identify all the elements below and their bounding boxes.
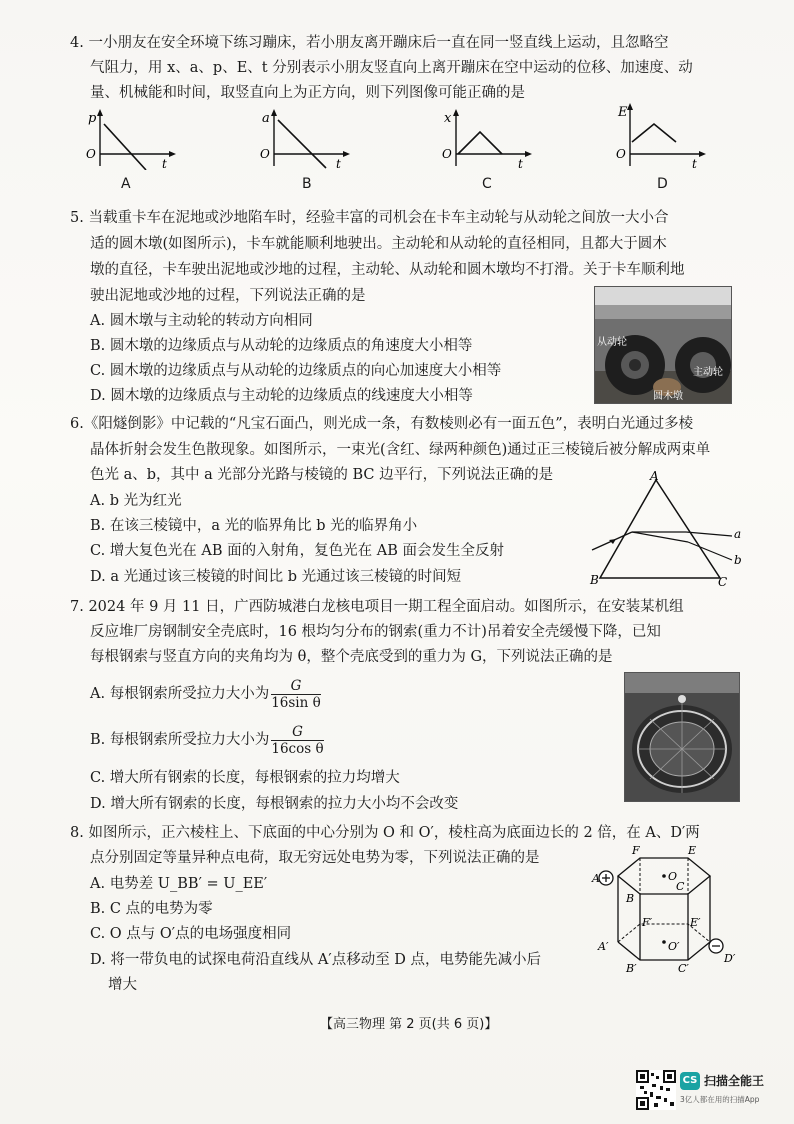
q6-line-1: 6.《阳燧倒影》中记载的“凡宝石面凸，则光成一条，有数棱则必有一面五色”，表明白光通过多棱 [70,416,694,432]
q7-option-a [90,676,323,712]
q5-line-3: 墩的直径，卡车驶出泥地或沙地的过程，主动轮、从动轮和圆木墩均不打滑。关于卡车顺利地 [90,262,685,278]
graph-a-option: A [121,176,131,192]
graph-a-xlabel: t [162,157,167,170]
q4-line-3: 量、机械能和时间，取竖直向上为正方向，则下列图像可能正确的是 [90,85,525,101]
prism-label-O: O [668,870,678,883]
q5-option-a: A. 圆木墩与主动轮的转动方向相同 [90,313,313,329]
graph-b-ylabel: a [262,111,270,126]
prism-diagram [588,470,748,588]
prism-label-Cp: C′ [678,962,689,975]
q6-option-b: B. 在该三棱镜中，a 光的临界角比 b 光的临界角小 [90,518,418,534]
label-driven-wheel: 从动轮 [597,337,627,348]
label-log: 圆木墩 [653,391,683,402]
q8-option-c: C. O 点与 O′点的电场强度相同 [90,926,292,942]
q7-line-2: 反应堆厂房钢制安全壳底时，16 根均匀分布的钢索(重力不计)吊着安全壳缓慢下降，已知 [90,624,661,640]
graph-c-xlabel: t [518,157,523,170]
q8-option-b: B. C 点的电势为零 [90,901,213,917]
graph-b-xlabel: t [336,157,341,170]
prism-label-A: A [592,872,600,885]
q5-line-4: 驶出泥地或沙地的过程，下列说法正确的是 [90,288,366,304]
graph-a-ylabel: p [88,111,97,126]
hexagonal-prism-diagram [590,842,740,982]
q6-option-d: D. a 光通过该三棱镜的时间比 b 光通过该三棱镜的时间短 [90,569,462,585]
q5-option-b: B. 圆木墩的边缘质点与从动轮的边缘质点的角速度大小相等 [90,338,473,354]
prism-ray-b: b [734,553,742,567]
graph-c-ylabel: x [444,111,452,126]
prism-label-C: C [676,880,685,893]
prism-label-Op: O′ [668,940,680,953]
q7-option-a-den: 16sin θ [271,694,321,711]
q8-option-d: D. 将一带负电的试探电荷沿直线从 A′点移动至 D 点，电势能先减小后 [90,952,542,968]
prism-vertex-B: B [590,573,599,587]
q7-option-d: D. 增大所有钢索的长度，每根钢索的拉力大小均不会改变 [90,796,459,812]
q6-option-a: A. b 光为红光 [90,493,182,509]
reactor-photo [624,672,740,802]
q7-option-a-num: G [271,678,321,695]
q7-option-a-fraction [271,678,321,711]
camscanner-tagline: 3亿人都在用的扫描App [680,1095,760,1104]
prism-label-Ap: A′ [598,940,609,953]
graph-c-option: C [482,176,492,192]
q5-option-d: D. 圆木墩的边缘质点与主动轮的边缘质点的线速度大小相等 [90,388,473,404]
qr-code-icon [636,1070,676,1110]
q4-line-2: 气阻力，用 x、a、p、E、t 分别表示小朋友竖直向上离开蹦床在空中运动的位移、加速度、动 [90,60,693,76]
q7-option-c: C. 增大所有钢索的长度，每根钢索的拉力均增大 [90,770,400,786]
graph-c-x-t [438,108,538,170]
prism-vertex-C: C [718,575,728,588]
q8-option-a: A. 电势差 U_BB′ = U_EE′ [90,876,268,892]
q6-option-c: C. 增大复色光在 AB 面的入射角，复色光在 AB 面会发生全反射 [90,543,504,559]
q5-line-1: 5. 当载重卡车在泥地或沙地陷车时，经验丰富的司机会在卡车主动轮与从动轮之间放一大小合 [70,210,669,226]
q7-option-b-num: G [271,724,323,741]
prism-label-Ep: E′ [690,916,701,929]
graph-b-origin: O [260,147,270,161]
q7-option-b-den: 16cos θ [271,740,324,757]
graph-d-ylabel: E [618,105,628,120]
prism-label-Fp: F′ [642,916,653,929]
q5-option-c: C. 圆木墩的边缘质点与从动轮的边缘质点的向心加速度大小相等 [90,363,502,379]
q7-option-b [90,722,326,758]
graph-d-E-t [612,102,712,170]
camscanner-logo-icon: CS [680,1072,700,1090]
graph-d-origin: O [616,147,626,161]
q8-line-1: 8. 如图所示，正六棱柱上、下底面的中心分别为 O 和 O′，棱柱高为底面边长的 2 倍，在 A、D′两 [70,825,700,841]
camscanner-name: 扫描全能王 [704,1074,765,1088]
truck-photo [594,286,732,404]
scanner-watermark [636,1070,786,1112]
q7-option-a-text: A. 每根钢索所受拉力大小为 [90,686,270,702]
q6-line-2: 晶体折射会发生色散现象。如图所示，一束光(含红、绿两种颜色)通过正三棱镜后被分解成两束单 [90,442,711,458]
q7-option-b-text: B. 每根钢索所受拉力大小为 [90,732,270,748]
q5-line-2: 适的圆木墩(如图所示)，卡车就能顺利地驶出。主动轮和从动轮的直径相同，且都大于圆木 [90,236,667,252]
graph-b-option: B [302,176,312,192]
prism-vertex-A: A [650,470,659,483]
graph-a-p-t [82,108,182,170]
q4-line-1: 4. 一小朋友在安全环境下练习蹦床，若小朋友离开蹦床后一直在同一竖直线上运动，且忽略空 [70,35,669,51]
q8-option-d-cont: 增大 [108,977,137,993]
q8-line-2: 点分别固定等量异种点电荷，取无穷远处电势为零，下列说法正确的是 [90,850,540,866]
label-driving-wheel: 主动轮 [693,367,723,378]
graph-c-origin: O [442,147,452,161]
q7-line-3: 每根钢索与竖直方向的夹角均为 θ，整个壳底受到的重力为 G，下列说法正确的是 [90,649,613,665]
prism-label-B: B [626,892,635,905]
graph-a-origin: O [86,147,96,161]
q7-option-b-fraction [271,724,323,757]
prism-label-F: F [632,844,640,857]
prism-label-E: E [688,844,697,857]
prism-label-Dp: D′ [724,952,736,965]
q7-line-1: 7. 2024 年 9 月 11 日，广西防城港白龙核电项目一期工程全面启动。如图所示，在安装某机组 [70,599,684,615]
graph-d-option: D [657,176,668,192]
page-footer: 【高三物理 第 2 页(共 6 页)】 [320,1017,498,1032]
graph-d-xlabel: t [692,157,697,170]
q6-line-3: 色光 a、b，其中 a 光部分光路与棱镜的 BC 边平行，下列说法正确的是 [90,467,554,483]
graph-b-a-t [256,108,356,170]
prism-ray-a: a [734,527,742,541]
prism-label-Bp: B′ [626,962,637,975]
